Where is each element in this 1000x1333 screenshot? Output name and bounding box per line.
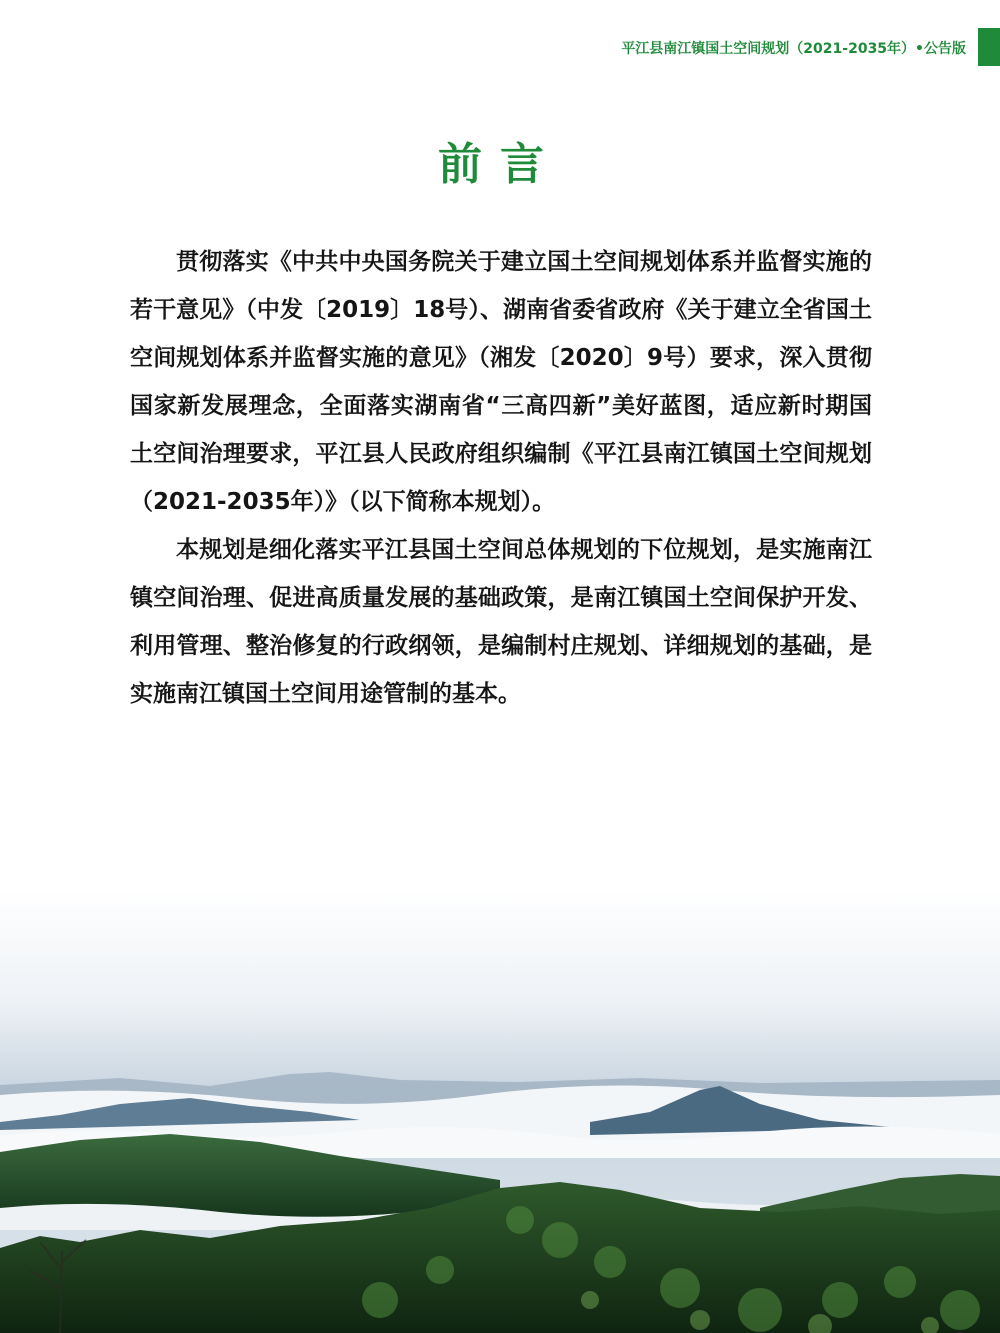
preface-paragraph-1: 贯彻落实《中共中央国务院关于建立国土空间规划体系并监督实施的若干意见》（中发〔2019〕18号）、湖南省委省政府《关于建立全省国土空间规划体系并监督实施的意见》（湘发〔2020〕9号）要求，深入贯彻国家新发展理念，全面落实湖南省“三高四新”美好蓝图，适应新时期国土空间治理要求，平江县人民政府组织编制《平江县南江镇国土空间规划（2021-2035年）》（以下简称本规划）。 (130, 249, 872, 515)
document-header-title: 平江县南江镇国土空间规划（2021-2035年）•公告版 (621, 41, 966, 57)
preface-paragraph-2: 本规划是细化落实平江县国土空间总体规划的下位规划，是实施南江镇空间治理、促进高质量发展的基础政策，是南江镇国土空间保护开发、利用管理、整治修复的行政纲领，是编制村庄规划、详细规划的基础，是实施南江镇国土空间用途管制的基本。 (130, 537, 872, 707)
mountain-cloud-sea-photo (0, 890, 1000, 1333)
page-title: 前言 (438, 139, 562, 190)
preface-body (130, 238, 872, 718)
header-accent-tab (978, 28, 1000, 66)
